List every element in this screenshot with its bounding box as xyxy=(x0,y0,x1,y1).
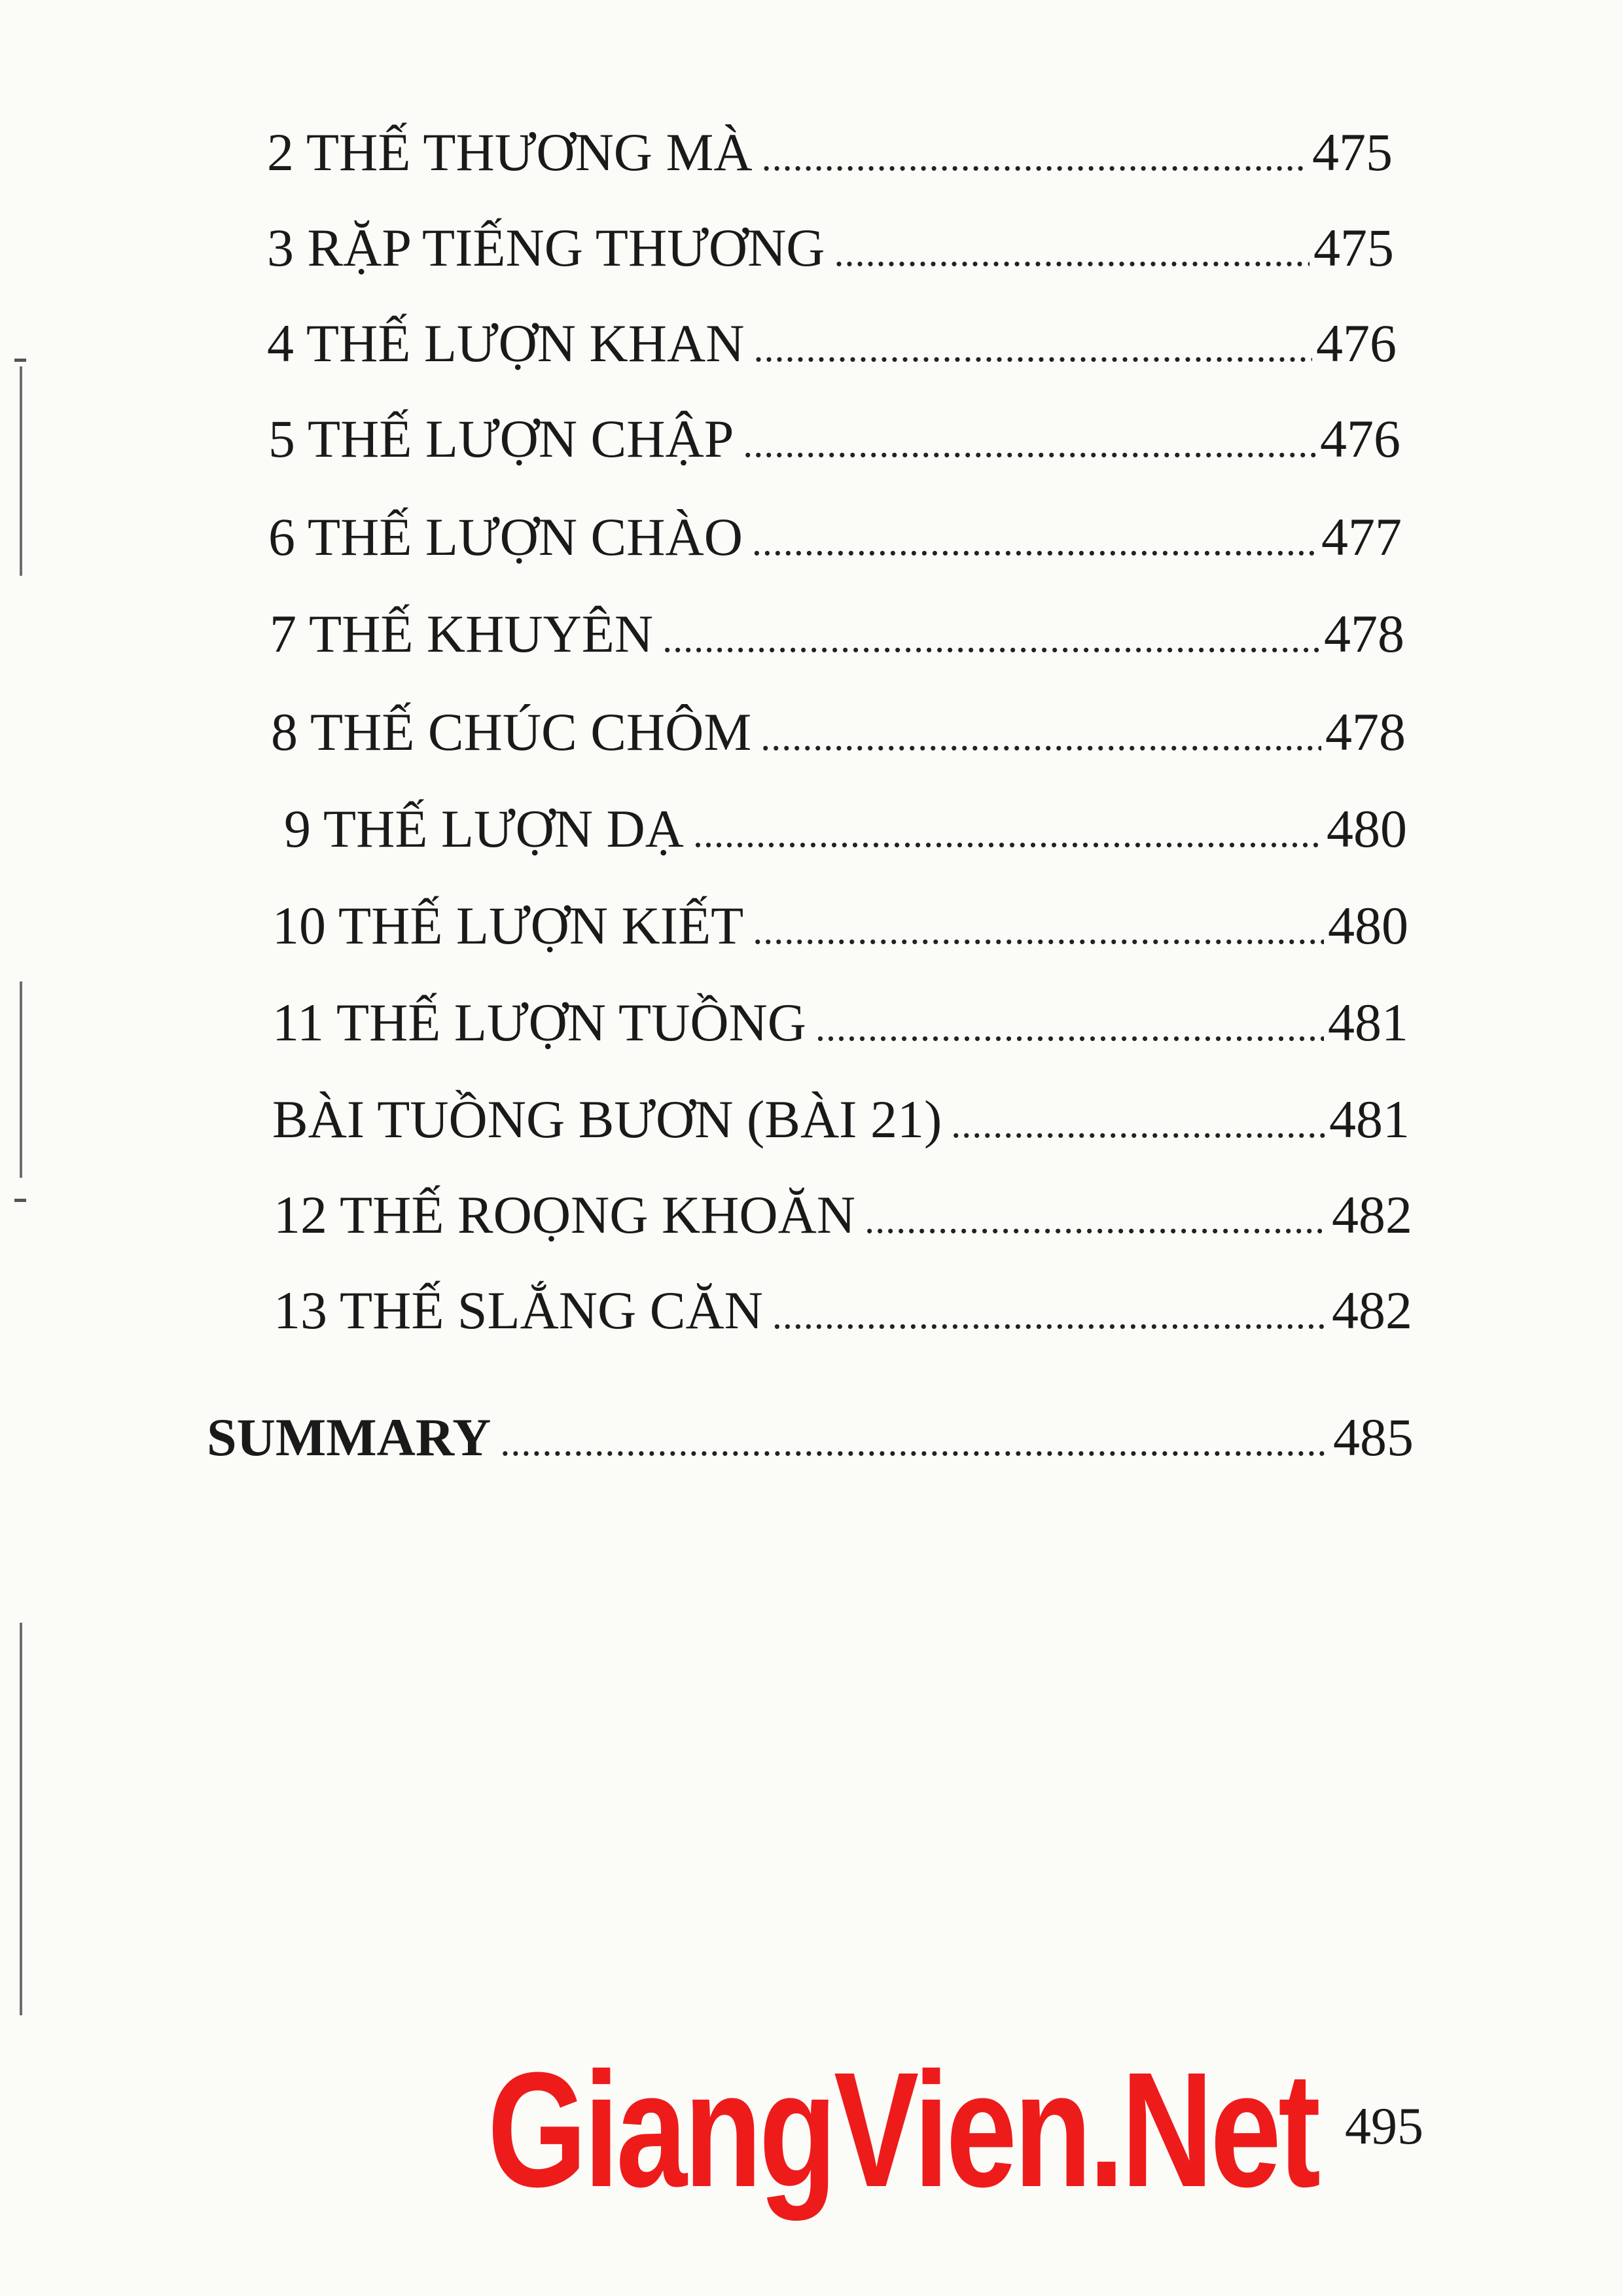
toc-entry-page: 478 xyxy=(1324,604,1404,663)
toc-entry-page: 482 xyxy=(1332,1280,1412,1340)
toc-entry-label: 12 THẾ ROỌNG KHOĂN xyxy=(274,1185,856,1245)
toc-entry-label: BÀI TUỒNG BƯƠN (BÀI 21) xyxy=(272,1089,942,1149)
toc-entry-label: 5 THẾ LƯỢN CHẬP xyxy=(268,409,734,468)
toc-leader-dots xyxy=(743,424,1316,463)
toc-leader-dots xyxy=(834,233,1310,272)
toc-entry xyxy=(268,507,1402,567)
toc-entry xyxy=(270,604,1404,663)
toc-entry-page: 475 xyxy=(1313,218,1394,277)
toc-summary-label: SUMMARY xyxy=(207,1407,491,1467)
toc-entry-page: 478 xyxy=(1325,702,1406,762)
toc-entry-page: 476 xyxy=(1316,313,1397,373)
toc-entry-page: 475 xyxy=(1312,122,1393,182)
toc-entry xyxy=(284,799,1407,858)
toc-entry-label: 10 THẾ LƯỢN KIẾT xyxy=(272,896,744,955)
toc-leader-dots xyxy=(753,328,1312,368)
toc-leader-dots xyxy=(951,1104,1325,1144)
toc-entry-page: 480 xyxy=(1327,799,1407,858)
toc-entry-label: 2 THẾ THƯƠNG MÀ xyxy=(267,122,753,182)
toc-leader-dots xyxy=(815,1008,1324,1047)
toc-entry-label: 3 RẶP TIẾNG THƯƠNG xyxy=(267,218,825,277)
toc-entry xyxy=(272,993,1408,1052)
toc-leader-dots xyxy=(693,814,1323,853)
toc-entry xyxy=(268,409,1400,468)
toc-entry-label: 13 THẾ SLẮNG CĂN xyxy=(274,1280,763,1340)
watermark-text: GiangVien.Net xyxy=(488,2038,1318,2221)
toc-entry-label: 7 THẾ KHUYÊN xyxy=(270,604,654,663)
toc-leader-dots xyxy=(500,1422,1329,1462)
toc-entry-page: 481 xyxy=(1328,993,1408,1052)
page-number: 495 xyxy=(1345,2098,1423,2155)
toc-leader-dots xyxy=(760,717,1321,756)
toc-leader-dots xyxy=(865,1200,1328,1239)
toc-entry-page: 476 xyxy=(1320,409,1400,468)
toc-entry-page: 480 xyxy=(1328,896,1408,955)
toc-entry-label: 9 THẾ LƯỢN DẠ xyxy=(284,799,684,858)
toc-entry xyxy=(271,702,1406,762)
toc-entry-page: 481 xyxy=(1329,1089,1410,1149)
toc-leader-dots xyxy=(772,1296,1328,1335)
toc-entry-label: 6 THẾ LƯỢN CHÀO xyxy=(268,507,743,567)
toc-entry xyxy=(274,1280,1412,1340)
toc-entry-label: 4 THẾ LƯỢN KHAN xyxy=(267,313,745,373)
toc-entry xyxy=(267,313,1397,373)
toc-entry-page: 482 xyxy=(1332,1185,1412,1245)
toc-entry xyxy=(274,1185,1412,1245)
toc-entry-label: 8 THẾ CHÚC CHÔM xyxy=(271,702,752,762)
toc-summary-entry xyxy=(207,1407,1414,1467)
toc-leader-dots xyxy=(752,522,1317,561)
toc-entry-page: 477 xyxy=(1321,507,1402,567)
toc-leader-dots xyxy=(753,911,1324,950)
toc-entry xyxy=(272,1089,1410,1149)
toc-leader-dots xyxy=(762,137,1308,177)
toc-entry xyxy=(267,122,1393,182)
toc-entry-label: 11 THẾ LƯỢN TUỒNG xyxy=(272,993,806,1052)
toc-leader-dots xyxy=(662,619,1320,658)
toc-entry xyxy=(272,896,1408,955)
toc-entry xyxy=(267,218,1394,277)
toc-summary-page: 485 xyxy=(1333,1407,1414,1467)
